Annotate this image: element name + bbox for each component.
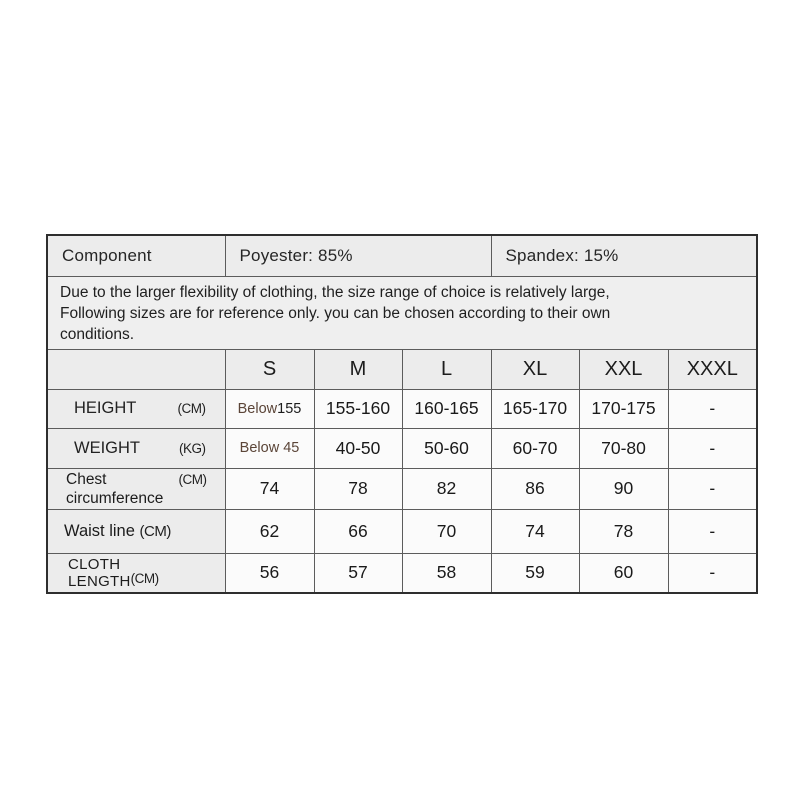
- waist-row: [47, 509, 757, 553]
- height-s-prefix: Below: [237, 400, 278, 417]
- weight-m-value: 40-50: [314, 428, 402, 468]
- size-header-l: L: [402, 349, 491, 389]
- note-line-1: Due to the larger flexibility of clothing, the size range of choice is relatively large,: [60, 283, 610, 301]
- height-xxl-value: 170-175: [579, 389, 668, 428]
- chest-row: [47, 468, 757, 509]
- cloth-length-row: [47, 553, 757, 593]
- height-xxxl-value: -: [668, 389, 757, 428]
- waist-s-value: 62: [225, 509, 314, 553]
- size-header-xl: XL: [491, 349, 579, 389]
- height-row: [47, 389, 757, 428]
- component-label: Component: [47, 235, 225, 276]
- chest-m-value: 78: [314, 468, 402, 509]
- waist-l-value: 70: [402, 509, 491, 553]
- size-chart-wrapper: [46, 234, 758, 594]
- chest-label: Chest: [66, 471, 107, 488]
- size-header-m: M: [314, 349, 402, 389]
- cloth-l-value: 58: [402, 553, 491, 593]
- chest-unit: (CM): [178, 472, 207, 487]
- weight-s-value: [225, 428, 314, 468]
- height-label-cell: [47, 389, 225, 428]
- weight-l-value: 50-60: [402, 428, 491, 468]
- spandex-value: Spandex: 15%: [491, 235, 757, 276]
- chest-label-cell: [47, 468, 225, 509]
- chest-xxxl-value: -: [668, 468, 757, 509]
- cloth-xxl-value: 60: [579, 553, 668, 593]
- height-unit: (CM): [177, 401, 206, 416]
- chest-label-line2: circumference: [66, 490, 164, 507]
- weight-label-cell: [47, 428, 225, 468]
- waist-xxl-value: 78: [579, 509, 668, 553]
- weight-s-text: Below 45: [239, 440, 300, 456]
- waist-m-value: 66: [314, 509, 402, 553]
- size-header-empty-cell: [47, 349, 225, 389]
- waist-xxxl-value: -: [668, 509, 757, 553]
- height-s-number: 155: [277, 400, 302, 417]
- cloth-xl-value: 59: [491, 553, 579, 593]
- waist-label: Waist line: [64, 521, 135, 540]
- note-line-3: conditions.: [60, 325, 135, 343]
- height-s-value: [225, 389, 314, 428]
- weight-unit: (KG): [179, 440, 206, 456]
- cloth-xxxl-value: -: [668, 553, 757, 593]
- waist-xl-value: 74: [491, 509, 579, 553]
- chest-xl-value: 86: [491, 468, 579, 509]
- note-line-2: Following sizes are for reference only. you can be chosen according to their own: [60, 304, 611, 322]
- size-header-row: [47, 349, 757, 389]
- cloth-label-line2: LENGTH: [68, 572, 131, 590]
- note-row: [47, 276, 757, 349]
- height-xl-value: 165-170: [491, 389, 579, 428]
- size-note: [47, 276, 757, 349]
- size-header-xxl: XXL: [579, 349, 668, 389]
- component-row: [47, 235, 757, 276]
- chest-s-value: 74: [225, 468, 314, 509]
- polyester-value: Poyester: 85%: [225, 235, 491, 276]
- size-header-xxxl: XXXL: [668, 349, 757, 389]
- size-chart-table: [46, 234, 758, 594]
- cloth-m-value: 57: [314, 553, 402, 593]
- chest-l-value: 82: [402, 468, 491, 509]
- waist-unit: (CM): [139, 522, 171, 540]
- cloth-label-line1: CLOTH: [68, 555, 121, 573]
- size-header-s: S: [225, 349, 314, 389]
- weight-xl-value: 60-70: [491, 428, 579, 468]
- cloth-length-label-cell: [47, 553, 225, 593]
- height-l-value: 160-165: [402, 389, 491, 428]
- weight-xxl-value: 70-80: [579, 428, 668, 468]
- weight-label: WEIGHT: [74, 438, 140, 457]
- weight-xxxl-value: -: [668, 428, 757, 468]
- weight-row: [47, 428, 757, 468]
- cloth-unit: (CM): [130, 570, 159, 586]
- height-label: HEIGHT: [74, 399, 137, 417]
- cloth-s-value: 56: [225, 553, 314, 593]
- chest-xxl-value: 90: [579, 468, 668, 509]
- height-m-value: 155-160: [314, 389, 402, 428]
- waist-label-cell: [47, 509, 225, 553]
